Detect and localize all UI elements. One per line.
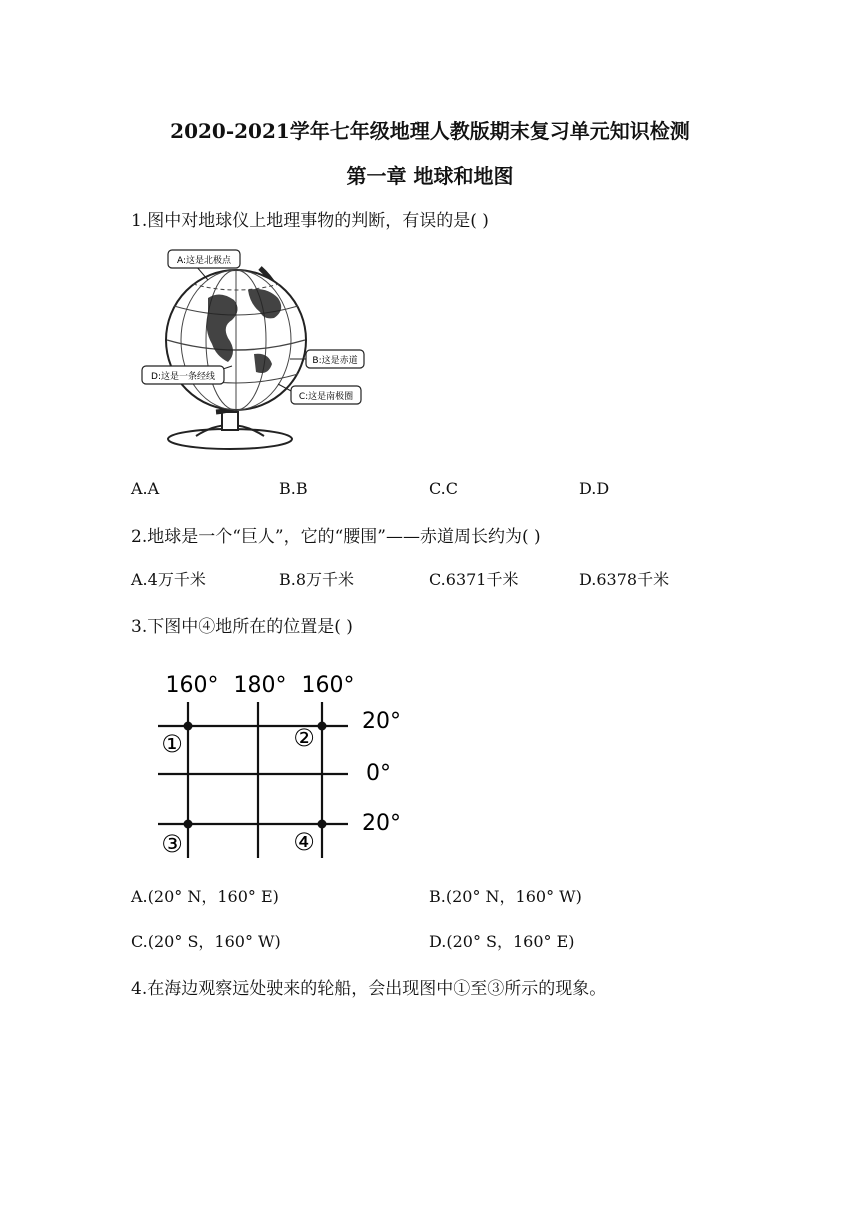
point-3-dot (184, 820, 193, 829)
point-3-label: ③ (161, 830, 183, 858)
q1-option-a: A.A (131, 479, 160, 498)
lat-label-middle: 0° (366, 761, 391, 786)
question-3-text: 3.下图中④地所在的位置是( ) (131, 617, 353, 637)
point-4-label: ④ (293, 828, 315, 856)
label-b: B:这是赤道 (312, 356, 358, 366)
point-4-dot (318, 820, 327, 829)
q1-option-d: D.D (579, 479, 610, 498)
q3-option-c: C.(20° S，160° W) (131, 932, 281, 951)
question-2-text: 2.地球是一个“巨人”，它的“腰围”——赤道周长约为( ) (131, 527, 541, 547)
q1-option-c: C.C (429, 479, 458, 498)
lon-label-middle: 180° (233, 673, 287, 698)
point-1-label: ① (161, 730, 183, 758)
point-2-label: ② (293, 724, 315, 752)
label-d: D:这是一条经线 (151, 372, 215, 382)
q3-option-d: D.(20° S，160° E) (429, 932, 575, 951)
point-2-dot (318, 722, 327, 731)
q3-option-b: B.(20° N，160° W) (429, 887, 582, 906)
globe-figure (138, 244, 370, 456)
lat-label-top: 20° (362, 709, 401, 734)
q1-option-b: B.B (279, 479, 308, 498)
q3-option-a: A.(20° N，160° E) (131, 887, 279, 906)
label-a: A:这是北极点 (176, 256, 232, 266)
q2-option-c: C.6371千米 (429, 570, 519, 589)
question-4-text: 4.在海边观察远处驶来的轮船，会出现图中①至③所示的现象。 (131, 979, 607, 999)
q2-option-b: B.8万千米 (279, 570, 355, 589)
lat-lon-grid-figure (154, 664, 410, 864)
q2-option-d: D.6378千米 (579, 570, 670, 589)
globe-stand (222, 412, 238, 430)
question-1-text: 1.图中对地球仪上地理事物的判断，有误的是( ) (131, 211, 489, 231)
doc-title: 2020-2021学年七年级地理人教版期末复习单元知识检测 (170, 119, 690, 143)
point-1-dot (184, 722, 193, 731)
lat-label-bottom: 20° (362, 811, 401, 836)
q2-option-a: A.4万千米 (131, 570, 206, 589)
label-c: C:这是南极圈 (298, 392, 354, 402)
lon-label-right: 160° (301, 673, 355, 698)
globe-base (168, 429, 292, 449)
doc-subtitle: 第一章 地球和地图 (346, 164, 514, 188)
lon-label-left: 160° (165, 673, 219, 698)
